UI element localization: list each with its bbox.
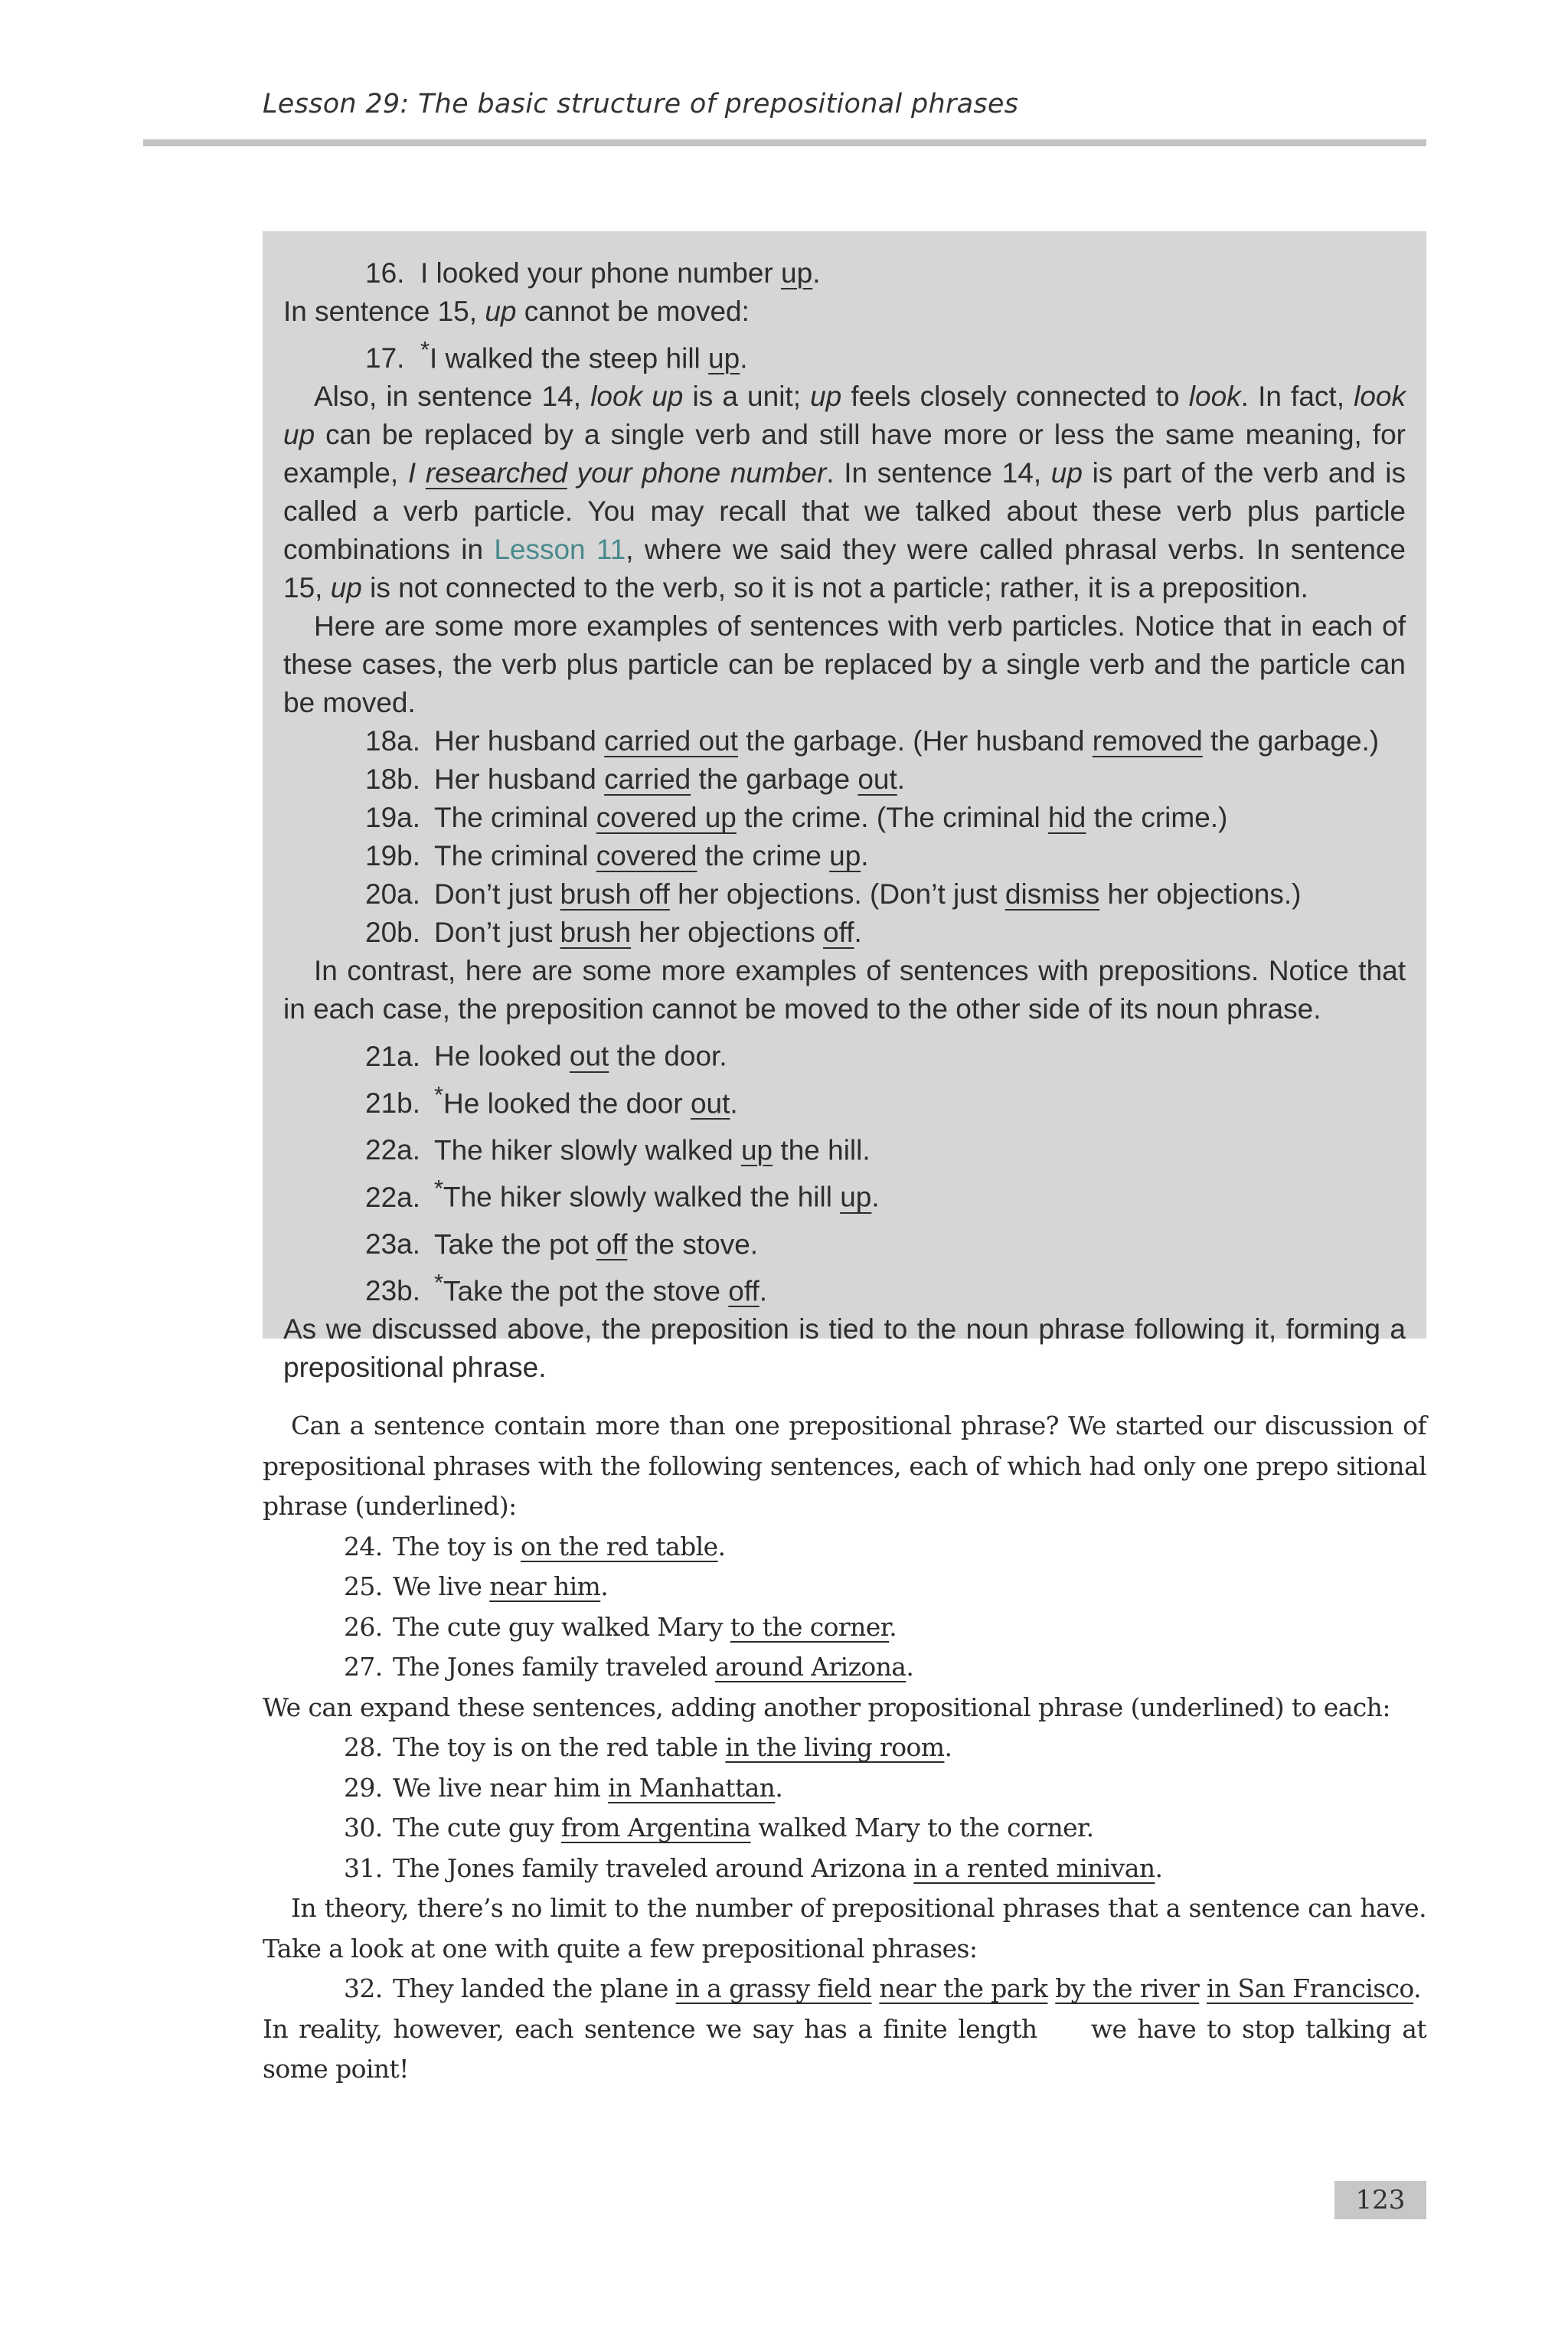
example-24: 24. The toy is on the red table. <box>344 1531 726 1561</box>
example-26: 26. The cute guy walked Mary to the corner. <box>344 1611 897 1642</box>
shaded-sidebar-box <box>263 231 1426 1384</box>
paragraph: As we discussed above, the preposition is tied to the noun phrase following it, forming a prepositional phrase. <box>283 1313 1406 1384</box>
paragraph: In sentence 15, up cannot be moved: <box>283 296 750 327</box>
example-32: 32. They landed the plane in a grassy field near the park by the river in San Francisco. <box>344 1973 1421 2003</box>
paragraph: Can a sentence contain more than one prepositional phrase? We started our discussion of prepositional phrases with the following sentences, each of which had only one prepo sitional phrase (underlined): <box>263 1411 1426 1521</box>
example-19a: 19a. The criminal covered up the crime. (The criminal hid the crime.) <box>365 802 1228 834</box>
example-21a: 21a. He looked out the door. <box>365 1040 727 1072</box>
example-23b: 23b. *Take the pot the stove off. <box>365 1268 768 1307</box>
example-16: 16. I looked your phone number up. <box>365 257 821 289</box>
header-rule <box>143 139 1426 146</box>
example-19b: 19b. The criminal covered the crime up. <box>365 840 869 872</box>
lesson-11-link[interactable]: Lesson 11 <box>494 534 626 566</box>
paragraph: We can expand these sentences, adding another propositional phrase (underlined) to each: <box>263 1692 1390 1722</box>
example-29: 29. We live near him in Manhattan. <box>344 1772 783 1803</box>
paragraph: In theory, there’s no limit to the number of prepositional phrases that a sentence can have. Take a look at one with quite a few prepositional phrases: <box>263 1893 1426 1963</box>
example-20b: 20b. Don’t just brush her objections off. <box>365 917 862 949</box>
paragraph: Also, in sentence 14, look up is a unit; up feels closely connected to look. In fact, look up can be replaced by a single verb and still have more or less the same meaning, for example, I researched your phone number. In sentence 14, up is part of the verb and is called a verb particle. You may recall that we talked about these verb plus particle combinations in Lesson 11, where we said they were called phrasal verbs. In sentence 15, up is not connected to the verb, so it is not a particle; rather, it is a preposition. <box>283 381 1406 604</box>
example-27: 27. The Jones family traveled around Arizona. <box>344 1652 914 1682</box>
example-22a: 22a. The hiker slowly walked up the hill. <box>365 1134 871 1166</box>
page-number: 123 <box>1334 2181 1426 2219</box>
example-23a: 23a. Take the pot off the stove. <box>365 1228 759 1260</box>
example-31: 31. The Jones family traveled around Arizona in a rented minivan. <box>344 1852 1163 1883</box>
example-17: 17. *I walked the steep hill up. <box>365 336 748 374</box>
paragraph: In reality, however, each sentence we say has a finite length we have to stop talking at some point! <box>263 2013 1426 2084</box>
running-header: Lesson 29: The basic structure of prepositional phrases <box>263 89 1019 119</box>
paragraph: Here are some more examples of sentences with verb particles. Notice that in each of these cases, the verb plus particle can be replaced by a single verb and the particle can be moved. <box>283 610 1406 719</box>
example-18a: 18a. Her husband carried out the garbage. (Her husband removed the garbage.) <box>365 725 1380 757</box>
example-22b: 22a. *The hiker slowly walked the hill up. <box>365 1175 880 1213</box>
example-20a: 20a. Don’t just brush off her objections. (Don’t just dismiss her objections.) <box>365 878 1302 911</box>
example-28: 28. The toy is on the red table in the living room. <box>344 1732 952 1762</box>
body-text <box>263 1406 1426 2090</box>
example-18b: 18b. Her husband carried the garbage out. <box>365 763 906 796</box>
example-25: 25. We live near him. <box>344 1571 609 1601</box>
example-30: 30. The cute guy from Argentina walked Mary to the corner. <box>344 1813 1094 1842</box>
example-21b: 21b. *He looked the door out. <box>365 1081 738 1119</box>
paragraph: In contrast, here are some more examples of sentences with prepositions. Notice that in each case, the preposition cannot be moved to the other side of its noun phrase. <box>283 955 1406 1025</box>
